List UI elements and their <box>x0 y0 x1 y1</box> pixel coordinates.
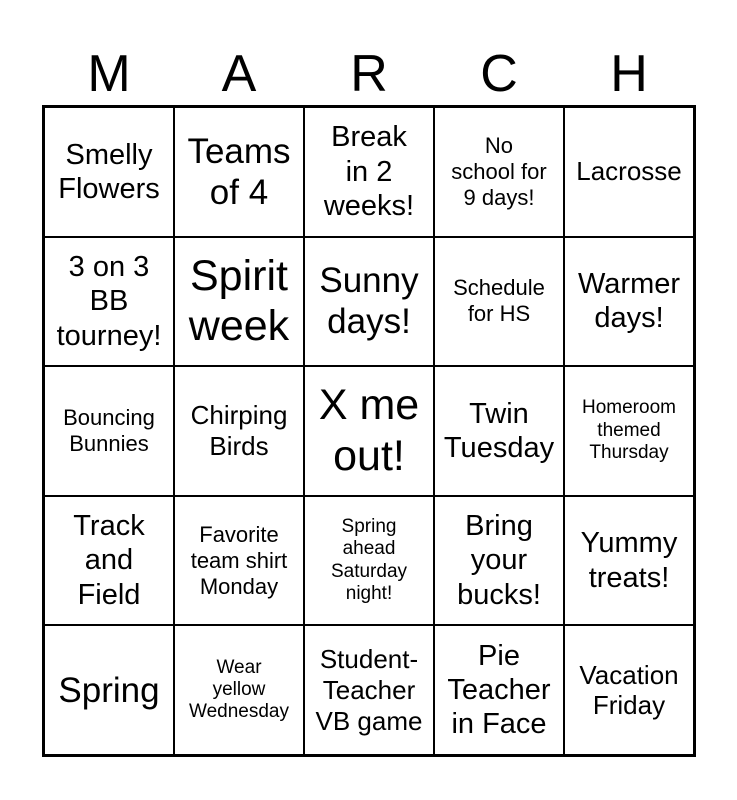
cell-text: Break in 2 weeks! <box>323 121 415 222</box>
cell-text: Spring ahead Saturday night! <box>330 515 408 604</box>
cell-text: Pie Teacher in Face <box>447 639 551 741</box>
bingo-cell[interactable] <box>174 237 304 367</box>
bingo-cell[interactable] <box>304 366 434 496</box>
bingo-cell[interactable] <box>564 625 694 755</box>
bingo-cell[interactable] <box>564 496 694 626</box>
cell-text: Bouncing Bunnies <box>63 405 155 456</box>
cell-text: Spring <box>58 670 160 710</box>
bingo-cell[interactable] <box>304 107 434 237</box>
bingo-cell[interactable] <box>174 496 304 626</box>
cell-text: Chirping Birds <box>190 400 288 461</box>
bingo-cell[interactable] <box>174 366 304 496</box>
bingo-cell[interactable] <box>44 625 174 755</box>
cell-text: No school for 9 days! <box>451 132 547 210</box>
cell-text: Smelly Flowers <box>58 138 160 205</box>
header-letter-c: C <box>480 45 518 103</box>
cell-text: Bring your bucks! <box>457 510 541 611</box>
bingo-cell[interactable] <box>434 366 564 496</box>
bingo-cell[interactable] <box>44 237 174 367</box>
bingo-cell[interactable] <box>434 237 564 367</box>
bingo-cell[interactable] <box>564 237 694 367</box>
cell-text: Twin Tuesday <box>443 397 555 464</box>
bingo-cell[interactable] <box>434 107 564 237</box>
cell-text: X me out! <box>318 381 420 480</box>
cell-text: Wear yellow Wednesday <box>189 656 289 723</box>
cell-text: Favorite team shirt Monday <box>190 521 288 599</box>
cell-text: Lacrosse <box>576 156 682 187</box>
cell-text: Schedule for HS <box>453 275 545 327</box>
header-letter-h: H <box>610 45 648 103</box>
cell-text: Warmer days! <box>577 268 681 335</box>
cell-text: Sunny days! <box>319 261 419 342</box>
bingo-header <box>44 42 694 106</box>
bingo-board <box>42 105 696 757</box>
bingo-cell[interactable] <box>44 496 174 626</box>
bingo-cell[interactable] <box>174 107 304 237</box>
bingo-cell[interactable] <box>44 366 174 496</box>
bingo-cell[interactable] <box>564 107 694 237</box>
bingo-cell[interactable] <box>44 107 174 237</box>
bingo-cell[interactable] <box>304 237 434 367</box>
cell-text: Student- Teacher VB game <box>315 644 423 736</box>
cell-text: Vacation Friday <box>579 659 679 721</box>
cell-text: Teams of 4 <box>187 131 291 212</box>
bingo-cell[interactable] <box>304 625 434 755</box>
cell-text: Track and Field <box>73 510 145 611</box>
cell-text: 3 on 3 BB tourney! <box>56 251 162 352</box>
bingo-cell[interactable] <box>304 496 434 626</box>
header-letter-m: M <box>87 45 131 103</box>
cell-text: Spirit week <box>188 251 290 351</box>
bingo-cell[interactable] <box>434 625 564 755</box>
cell-text: Homeroom themed Thursday <box>582 397 676 464</box>
bingo-cell[interactable] <box>434 496 564 626</box>
header-letter-r: R <box>350 45 388 103</box>
bingo-cell[interactable] <box>564 366 694 496</box>
bingo-cell[interactable] <box>174 625 304 755</box>
cell-text: Yummy treats! <box>580 527 678 594</box>
header-letter-a: A <box>221 45 257 103</box>
